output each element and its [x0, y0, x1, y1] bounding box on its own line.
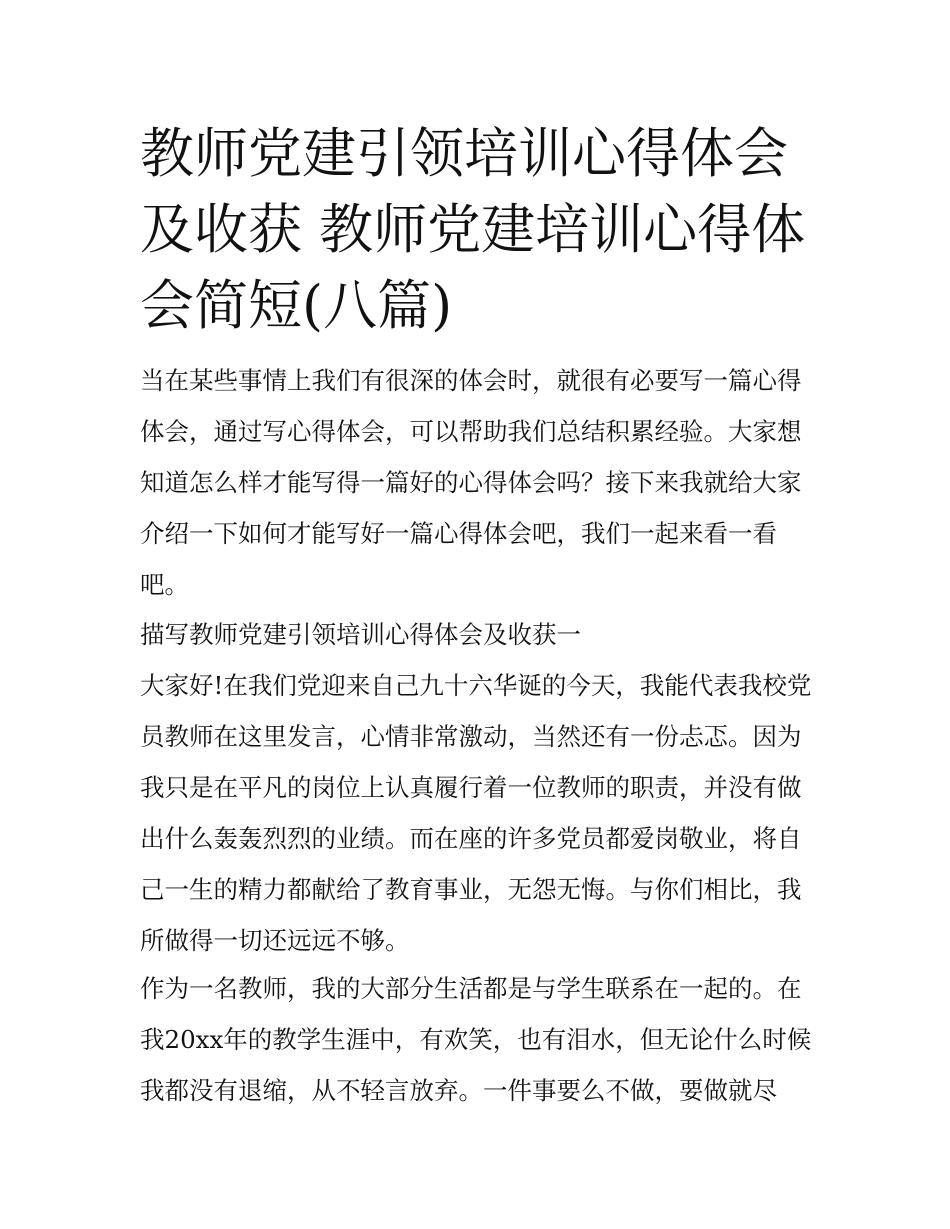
intro-paragraph: 当在某些事情上我们有很深的体会时，就很有必要写一篇心得体会，通过写心得体会，可以帮助我们总结积累经验。大家想知道怎么样才能写得一篇好的心得体会吗？接下来我就给大家介绍一下如何才能写好一篇心得体会吧，我们一起来看一看吧。: [140, 366, 802, 599]
body-paragraph: 作为一名教师，我的大部分生活都是与学生联系在一起的。在我20xx年的教学生涯中，有欢笑，也有泪水，但无论什么时候我都没有退缩，从不轻言放弃。一件事要么不做，要做就尽: [140, 974, 812, 1105]
body-paragraph: 大家好!在我们党迎来自己九十六华诞的今天，我能代表我校党员教师在这里发言，心情非常激动，当然还有一份忐忑。因为我只是在平凡的岗位上认真履行着一位教师的职责，并没有做出什么轰轰烈烈的业绩。而在座的许多党员都爱岗敬业，将自己一生的精力都献给了教育事业，无怨无悔。与你们相比，我所做得一切还远远不够。: [140, 671, 812, 955]
document-title: 教师党建引领培训心得体会及收获 教师党建培训心得体会简短(八篇): [140, 122, 806, 337]
section-heading: 描写教师党建引领培训心得体会及收获一: [140, 620, 581, 649]
